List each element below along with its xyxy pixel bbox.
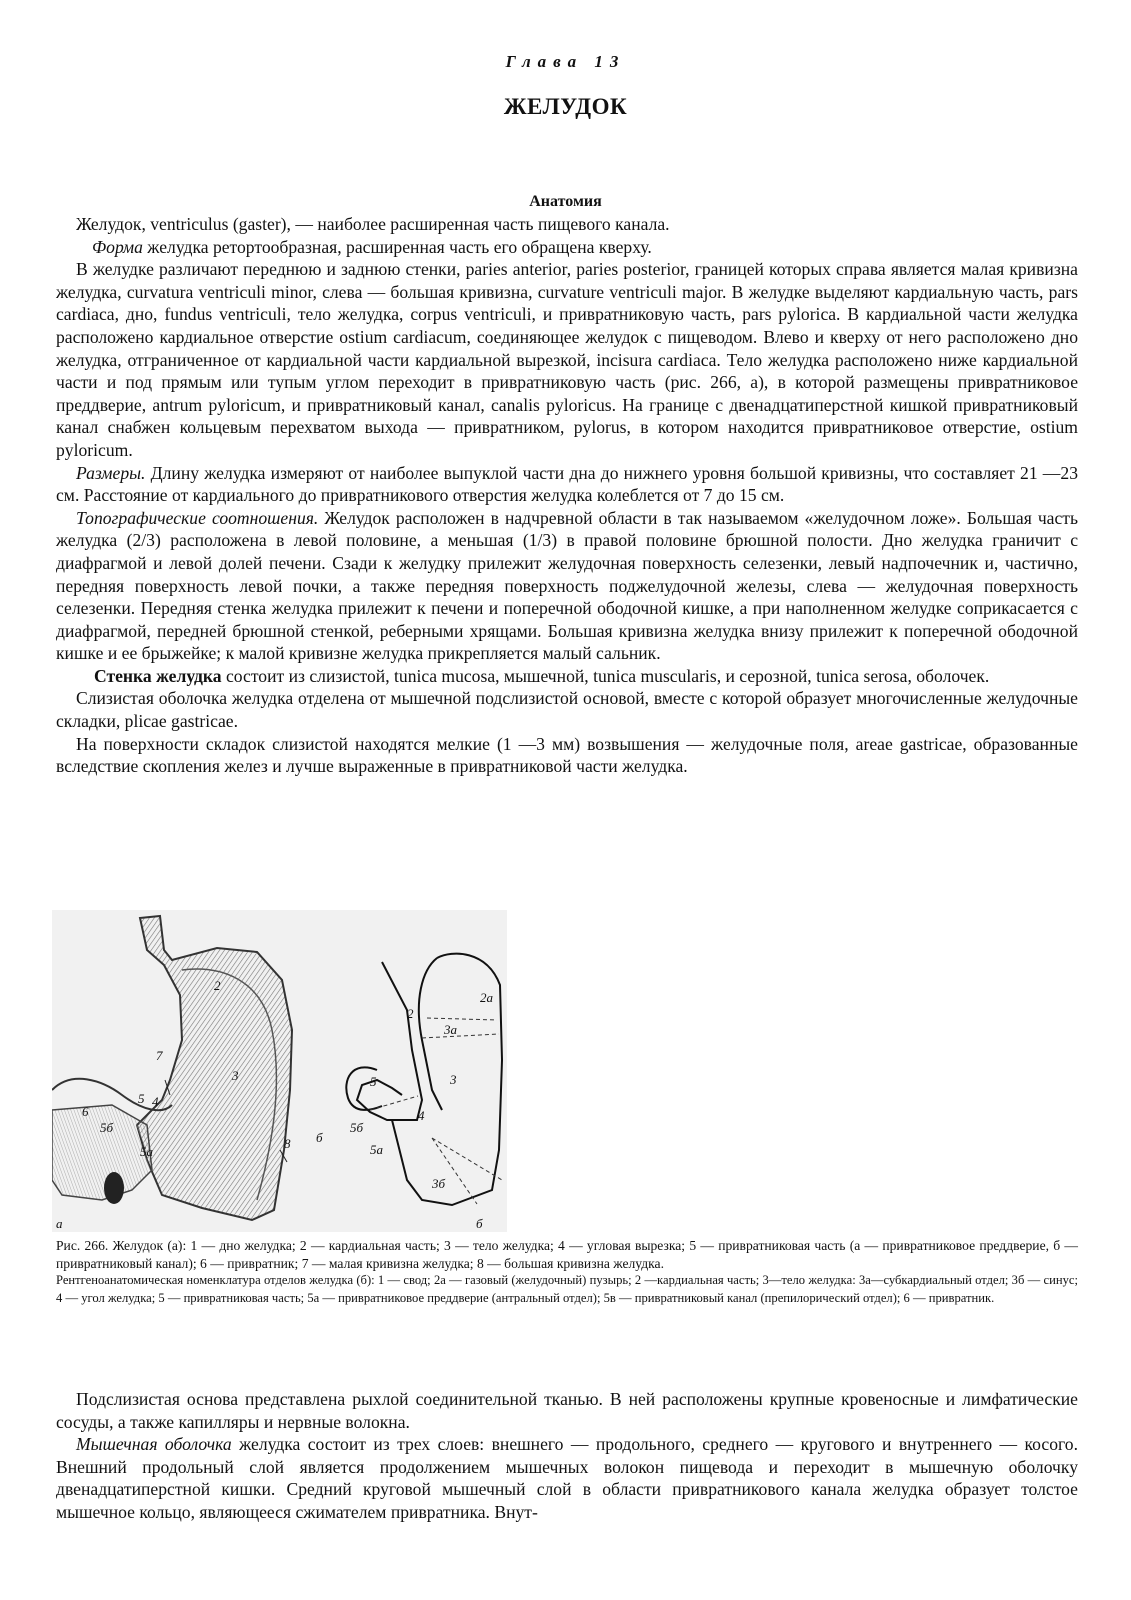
paragraph: Форма желудка ретортообразная, расширенная часть его обращена кверху. xyxy=(92,236,652,257)
body-text-bottom xyxy=(56,1388,1078,1524)
label-a-5b: 5б xyxy=(100,1120,114,1135)
paragraph: В желудке различают переднюю и заднюю стенки, paries anterior, paries posterior, границей которых справа является малая кривизна желудка, curvatura ventriculi minor, слева — большая кривизна, curvature ventriculi major. В желудке выделяют кардиальную часть, pars cardiaca, дно, fundus ventriculi, тело желудка, corpus ventriculi, и привратниковую часть, pars pylorica. В кардиальной части желудка расположено кардиальное отверстие ostium cardiacum, соединяющее желудок с пищеводом. Влево и кверху от него расположено дно желудка, отграниченное от кардиальной части кардиальной вырезкой, incisura cardiaca. Тело желудка расположено ниже кардиальной части и под прямым или тупым углом переходит в привратниковую часть (рис. 266, а), в которой размещены привратниковое преддверие, antrum pyloricum, и привратниковый канал, canalis pyloricus. На границе с двенадцатиперстной кишкой привратниковый канал снабжен кольцевым перехватом выхода — привратником, pylorus, в котором находится привратниковое отверстие, ostium pyloricum. xyxy=(56,259,1078,460)
stomach-illustration xyxy=(52,910,507,1232)
label-b-2: 2 xyxy=(407,1006,414,1021)
italic-lead: Размеры. xyxy=(76,462,146,483)
section-heading: Анатомия xyxy=(529,193,602,210)
paragraph: На поверхности складок слизистой находятся мелкие (1 —3 мм) возвышения — желудочные поля, areae gastricae, образованные вследствие скопления желез и лучше выраженные в привратниковой части желудка. xyxy=(56,733,1078,777)
stomach-figure xyxy=(52,910,507,1232)
label-a-3: 3 xyxy=(232,1068,239,1083)
label-b-5b: 5б xyxy=(350,1120,364,1135)
bold-lead: Стенка желудка xyxy=(94,665,222,686)
chapter-title: ЖЕЛУДОК xyxy=(503,94,628,119)
italic-lead: Топографические соотношения. xyxy=(76,507,319,528)
label-a-8: 8 xyxy=(284,1136,291,1151)
paragraph: Стенка желудка состоит из слизистой, tunica mucosa, мышечной, tunica muscularis, и серозной, tunica serosa, оболочек. xyxy=(94,665,990,686)
label-panel-a: а xyxy=(56,1216,63,1231)
label-b-4: 4 xyxy=(418,1108,425,1123)
italic-lead: Мышечная оболочка xyxy=(76,1434,232,1455)
chapter-number: Глава 13 xyxy=(505,52,626,71)
caption-line-1: Рис. 266. Желудок (а): 1 — дно желудка; 2 — кардиальная часть; 3 — тело желудка; 4 — угловая вырезка; 5 — привратниковая часть (а — привратниковое преддверие, б — привратниковый канал); 6 — привратник; 7 — малая кривизна желудка; 8 — большая кривизна желудка. xyxy=(56,1238,1078,1271)
label-b-5a: 5а xyxy=(370,1142,383,1157)
label-a-5a: 5а xyxy=(140,1144,153,1159)
paragraph: Мышечная оболочка желудка состоит из трех слоев: внешнего — продольного, среднего — кругового и внутреннего — косого. Внешний продольный слой является продолжением мышечных волокон пищевода и переходит в мышечную оболочку двенадцатиперстной кишки. Средний круговой мышечный слой в области привратникового канала желудка образует толстое мышечное кольцо, являющееся сжимателем привратника. Внут- xyxy=(56,1434,1078,1522)
paragraph: Желудок, ventriculus (gaster), — наиболее расширенная часть пищевого канала. xyxy=(76,214,670,234)
label-b-5: 5 xyxy=(370,1074,377,1089)
label-b-2a: 2а xyxy=(480,990,493,1005)
pylorus-dark-ring xyxy=(104,1172,124,1204)
label-b-3b: 3б xyxy=(432,1176,446,1191)
label-a-4: 4 xyxy=(152,1094,159,1109)
paragraph: Топографические соотношения. Желудок расположен в надчревной области в так называемом «желудочном ложе». Большая часть желудка (2/3) расположена в левой половине, а меньшая (1/3) в правой половине брюшной полости. Дно желудка граничит с диафрагмой и левой долей печени. Сзади к желудку прилежит желудочная поверхность селезенки, левый надпочечник и, частично, передняя поверхность левой почки, а также передняя поверхность поджелудочной железы, слева — желудочная поверхность селезенки. Передняя стенка желудка прилежит к печени и поперечной ободочной кишке, а при наполненном желудке соприкасается с диафрагмой, передней брюшной стенкой, реберными хрящами. Большая кривизна желудка внизу прилежит к поперечной ободочной кишке и ее брыжейке; к малой кривизне желудка прикрепляется малый сальник. xyxy=(56,507,1079,664)
figure-caption xyxy=(56,1237,1078,1307)
paragraph: Размеры. Длину желудка измеряют от наиболее выпуклой части дна до нижнего уровня большой кривизны, что составляет 21 —23 см. Расстояние от кардиального до привратникового отверстия желудка колеблется от 7 до 15 см. xyxy=(56,462,1078,506)
label-b-3a: 3а xyxy=(444,1022,457,1037)
label-a-7: 7 xyxy=(156,1048,163,1063)
label-panel-b: б xyxy=(476,1216,483,1231)
italic-lead: Форма xyxy=(92,236,143,257)
label-a-2: 2 xyxy=(214,978,221,993)
caption-line-2: Рентгеноанатомическая номенклатура отделов желудка (б): 1 — свод; 2а — газовый (желудочный) пузырь; 2 —кардиальная часть; 3—тело желудка: 3а—субкардиальный отдел; 3б — синус; 4 — угол желудка; 5 — привратниковая часть; 5а — привратниковое преддверие (антральный отдел); 5в — привратниковый канал (препилорический отдел); 6 — привратник. xyxy=(56,1273,1078,1305)
paragraph: Подслизистая основа представлена рыхлой соединительной тканью. В ней расположены крупные кровеносные и лимфатические сосуды, а также капилляры и нервные волокна. xyxy=(56,1389,1078,1432)
label-b-6: б xyxy=(316,1130,323,1145)
label-a-6: 6 xyxy=(82,1104,89,1119)
paragraph: Слизистая оболочка желудка отделена от мышечной подслизистой основой, вместе с которой образует многочисленные желудочные складки, plicae gastricae. xyxy=(56,688,1078,732)
label-b-3: 3 xyxy=(450,1072,457,1087)
label-a-5: 5 xyxy=(138,1091,145,1106)
body-text-top xyxy=(56,213,1078,778)
